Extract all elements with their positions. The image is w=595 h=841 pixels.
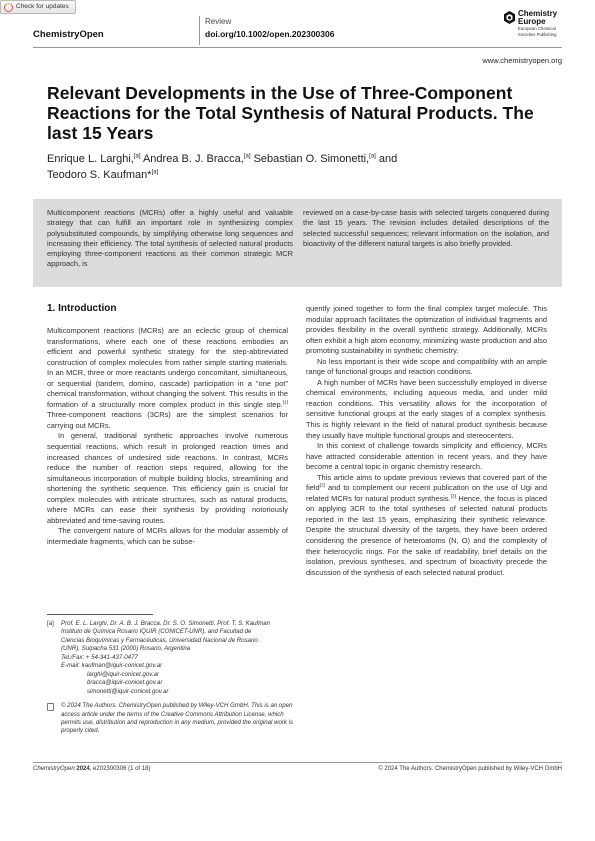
paragraph [306, 473, 547, 578]
paragraph-text: Three-component reactions (3CRs) are the simplest scenarios for carrying out MCRs. [47, 410, 288, 430]
reference-link[interactable]: [3] [450, 494, 457, 500]
footer-article: , e202300306 (1 of 18) [89, 766, 151, 772]
paragraph-text: Multicomponent reactions (MCRs) are an eclectic group of chemical transformations, where each one of these reactions embodies an efficient and powerful synthetic strategy for the step-abbreviated construction of complex molecules from rather simple starting materials. In an MCR, three or more reactants undergo concomitant, simultaneous, or sequential (tandem, domino, cascade) participation in a "one pot" chemical transformation, without changing the solvent. This results in the formation of a structurally more complex product in this single step. [47, 326, 288, 409]
author-conjunction: and [378, 153, 398, 165]
header-separator [199, 16, 200, 45]
email-link[interactable]: E-mail: kaufman@iquir-conicet.gov.ar [61, 662, 163, 670]
abstract-box [33, 199, 562, 287]
author-name[interactable]: Teodoro S. Kaufman* [47, 169, 152, 181]
publisher-sub-2: Societies Publishing [518, 31, 557, 37]
footer-copyright: © 2024 The Authors. ChemistryOpen published by Wiley-VCH GmbH [378, 766, 562, 772]
open-access-notice: © 2024 The Authors. ChemistryOpen published by Wiley-VCH GmbH. This is an open access article under the terms of the Creative Commons Attribution License, which permits use, distribution and reproduction in any medium, provided the original work is properly cited. [61, 702, 294, 735]
footnote-line: Tel./Fax: + 54-341-437-0477 [61, 653, 138, 661]
abstract-right: reviewed on a case-by-case basis with selected targets conquered during the last 15 years. The revision includes detailed descriptions of the selected successful sequences; relevant information on the isolation, and bioactivity of the different natural targets is also briefly provided. [303, 208, 549, 248]
paragraph: A high number of MCRs have been successfully employed in diverse chemical environments, including aqueous media, and under mild reaction conditions. This versatility allows for the incorporation of sensitive functional groups at the early stages of a complex synthesis. This is highly relevant in the field of natural product synthesis because they usually have multiple functional groups and stereocenters. [306, 377, 547, 440]
publisher-name-1: Chemistry [518, 9, 558, 18]
publisher-logo [504, 10, 557, 37]
email-link[interactable]: bracca@iquir-conicet.gov.ar [87, 679, 163, 687]
journal-website-link[interactable]: www.chemistryopen.org [482, 56, 562, 65]
reference-link[interactable]: [2] [319, 483, 325, 489]
body-right-column [306, 304, 547, 578]
author-name[interactable]: Enrique L. Larghi, [47, 153, 134, 165]
footnote-line: Prof. E. L. Larghi, Dr. A. B. J. Bracca, Dr. S. O. Simonetti, Prof. T. S. Kaufman [61, 620, 271, 627]
paragraph: In general, traditional synthetic approaches involve numerous sequential reactions, which result in prolonged reaction times and increased chances of undesired side reactions. In contrast, MCRs reduce the number of reaction steps required, allowing for the simultaneous incorporation of multiple building blocks, streamlining and shortening the synthetic sequence. This efficiency gain is crucial for complex molecules with intricate structures, such as natural products, where MCRs can ease their synthesis by providing notoriously abbreviated and time-saving routes. [47, 431, 288, 525]
footnote-line: (UNR), Suipacha 531 (2000) Rosario, Argentina [61, 645, 191, 653]
footnote-line: Ciencias Bioquímicas y Farmacéuticas, Universidad Nacional de Rosario [61, 636, 258, 644]
reference-link[interactable]: [1] [282, 400, 288, 406]
author-list [47, 151, 552, 183]
body-left-column [47, 326, 288, 547]
footer-rule [33, 762, 562, 763]
publisher-sub-1: European Chemical [518, 26, 556, 31]
crossmark-icon [4, 3, 13, 12]
doi-link[interactable]: doi.org/10.1002/open.202300306 [205, 29, 335, 39]
author-affiliation: [a] [133, 153, 141, 160]
article-type: Review [205, 17, 232, 26]
footnote-rule [47, 614, 153, 615]
paragraph-text: Hence, the focus is placed on applying 3CR to the total syntheses of selected natural products reported in the last 15 years, emphasizing their synthetic relevance. Despite the structural diversity of the targets, they have been ordered considering the presence of heteroatoms (N, O) and the complexity of their heterocyclic rings. For the sake of readability, brief details on the isolation, previous syntheses, and spectrum of bioactivity precede the discussion of the synthesis of each selected natural product. [306, 493, 547, 577]
check-for-updates-label: Check for updates [16, 3, 69, 10]
footnote-tag: [a] [47, 620, 54, 627]
open-access-icon [47, 703, 54, 711]
paragraph: In this context of challenge towards simplicity and efficiency, MCRs have attracted considerable attention in recent years, and they have become a central topic in organic chemistry research. [306, 441, 547, 472]
paragraph-text: This article aims to update previous reviews that covered part of the field [306, 472, 547, 493]
paragraph [47, 326, 288, 431]
paragraph: quently joined together to form the final complex target molecule. This modular approach facilitates the optimization of individual fragments and provides flexibility in the overall synthetic strategy. Additionally, MCRs often exhibit a high atom economy, minimizing waste production and also promoting sustainability in synthetic chemistry. [306, 304, 547, 356]
paragraph-text: and to complement our recent publication on the use of Ugi and related MCRs for natural product synthesis. [306, 483, 547, 503]
publisher-name-2: Europe [518, 17, 546, 26]
affiliation-footnote [47, 620, 295, 736]
author-name[interactable]: Andrea B. J. Bracca, [142, 153, 244, 165]
author-affiliation: [a] [151, 169, 159, 176]
email-link[interactable]: simonetti@iquir-conicet.gov.ar [87, 687, 169, 695]
check-for-updates-button[interactable] [0, 0, 76, 14]
paragraph: The convergent nature of MCRs allows for the modular assembly of intermediate fragments, which can be subse- [47, 526, 288, 546]
paragraph: No less important is their wide scope and compatibility with an ample range of functional groups and reaction conditions. [306, 356, 547, 377]
header-rule [33, 47, 562, 48]
footer-journal: ChemistryOpen [33, 766, 75, 772]
journal-name: ChemistryOpen [33, 29, 104, 40]
email-link[interactable]: larghi@iquir-conicet.gov.ar [87, 670, 160, 678]
author-affiliation: [a] [243, 153, 251, 160]
footer-year: 2024 [76, 766, 90, 772]
section-heading: 1. Introduction [47, 303, 117, 314]
chemistry-europe-logo-icon [504, 11, 515, 24]
author-name[interactable]: Sebastian O. Simonetti, [253, 153, 370, 165]
article-title: Relevant Developments in the Use of Three-Component Reactions for the Total Synthesis of Natural Products. The last 15 Years [47, 83, 534, 143]
author-affiliation: [a] [369, 153, 376, 160]
abstract-left: Multicomponent reactions (MCRs) offer a highly useful and valuable strategy that can fulfill an important role in synthesizing complex polysubstituted compounds, by simplifying otherwise long sequences and increasing their efficiency. The total synthesis of selected natural products employing three-component reactions as their common strategic MCR approach, is [47, 208, 293, 269]
footnote-line: Instituto de Química Rosario IQUIR (CONICET-UNR), and Facultad de [61, 628, 252, 636]
footer-citation [33, 766, 150, 772]
